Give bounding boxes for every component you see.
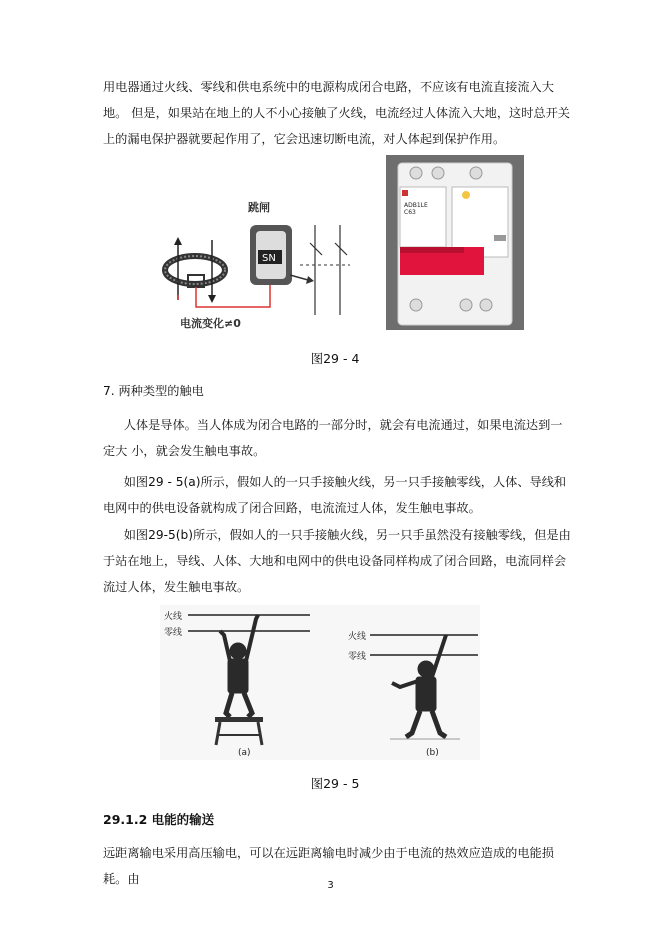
current-change-label: 电流变化≠0 bbox=[180, 317, 241, 330]
figure-29-4-caption: 图29 - 4 bbox=[310, 351, 360, 366]
paragraph-2: 如图29 - 5(a)所示，假如人的一只手接触火线，另一只手接触零线，人体、导线和电网中的供电设备就构成了闭合回路，电流流过人体，发生触电事故。 bbox=[103, 475, 567, 515]
figure-29-5-caption: 图29 - 5 bbox=[310, 776, 360, 791]
figure-a-label: (a) bbox=[238, 748, 251, 758]
paragraph-1: 人体是导体。当人体成为闭合电路的一部分时，就会有电流通过，如果电流达到一定大 小，就会发生触电事故。 bbox=[103, 418, 563, 458]
device-model: ADB1LE bbox=[404, 202, 428, 209]
section-7-title: 7. 两种类型的触电 bbox=[103, 384, 204, 398]
figure-b-label: (b) bbox=[426, 748, 439, 758]
section-heading: 29.1.2 电能的输送 bbox=[103, 812, 215, 827]
electric-shock-illustration bbox=[160, 605, 480, 760]
live-wire-label-b: 火线 bbox=[348, 632, 367, 642]
neutral-wire-label-a: 零线 bbox=[164, 628, 183, 638]
device-rating: C63 bbox=[404, 209, 416, 216]
leakage-protector-diagram bbox=[150, 195, 360, 335]
page-number: 3 bbox=[327, 880, 334, 891]
leakage-protector-photo bbox=[386, 155, 524, 330]
intro-paragraph: 用电器通过火线、零线和供电系统中的电源构成闭合电路，不应该有电流直接流入大地。 但是，如果站在地上的人不小心接触了火线，电流经过人体流入大地，这时总开关上的漏电保护器就要起作用了，它会迅速切断电流，对人体起到保护作用。 bbox=[103, 80, 570, 146]
paragraph-3: 如图29-5(b)所示，假如人的一只手接触火线，另一只手虽然没有接触零线，但是由于站在地上，导线、人体、大地和电网中的供电设备同样构成了闭合回路，电流同样会流过人体，发生触电事故。 bbox=[103, 528, 571, 594]
paragraph-last: 远距离输电采用高压输电，可以在远距离输电时减少由于电流的热效应造成的电能损耗。由 bbox=[103, 846, 554, 886]
live-wire-label-a: 火线 bbox=[164, 612, 183, 622]
sn-label: SN bbox=[262, 253, 276, 264]
neutral-wire-label-b: 零线 bbox=[348, 652, 367, 662]
tripping-label: 跳闸 bbox=[248, 201, 270, 214]
